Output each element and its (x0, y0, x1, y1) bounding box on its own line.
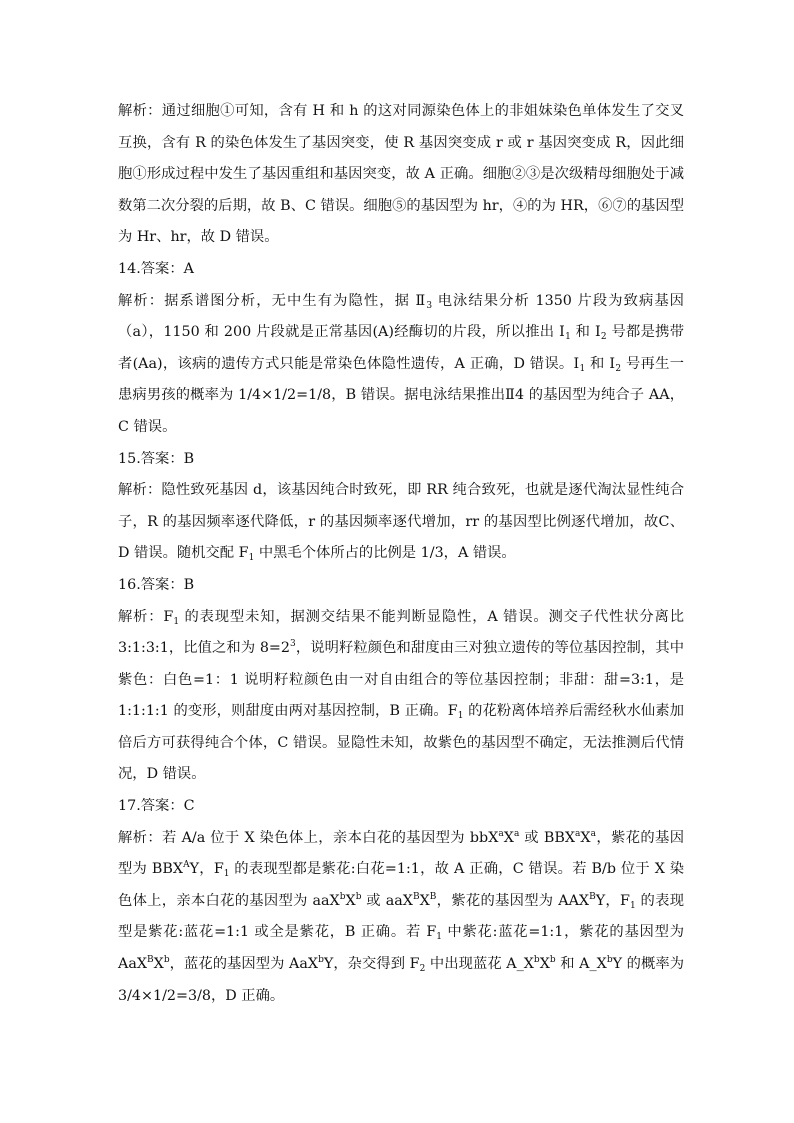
answer-line: 14.答案：A (118, 260, 194, 277)
question-block-14 (118, 254, 684, 444)
document-page (118, 96, 684, 1012)
analysis-block-13 (118, 96, 684, 254)
answer-line: 17.答案：C (118, 798, 195, 815)
analysis-text: 解析：通过细胞①可知，含有 H 和 h 的这对同源染色体上的非姐妹染色单体发生了交叉互换，含有 R 的染色体发生了基因突变，使 R 基因突变成 r 或 r 基因突变成 R，因此细胞①形成过程中发生了基因重组和基因突变，故 A 正确。细胞②③是次级精母细胞处于减数第二次分裂的后期，故 B、C 错误。细胞⑤的基因型为 hr，④的为 HR，⑥⑦的基因型为 Hr、hr，故 D 错误。 (118, 103, 684, 246)
question-block-16 (118, 570, 684, 791)
analysis-text: 解析：隐性致死基因 d，该基因纯合时致死，即 RR 纯合致死，也就是逐代淘汰显性纯合子，R 的基因频率逐代降低，r 的基因频率逐代增加，rr 的基因型比例逐代增加，故C、D 错误。随机交配 $F_1$ 中黑毛个体所占的比例是 1/3，A 错误。 (118, 482, 684, 564)
answer-line: 16.答案：B (118, 576, 195, 593)
analysis-text: 解析：$F_1$ 的表现型未知，据测交结果不能判断显隐性，A 错误。测交子代性状分离比 3:1:3:1，比值之和为 $8=2^3$，说明籽粒颜色和甜度由三对独立遗传的等位基因控制，其中紫色：白色=1：1 说明籽粒颜色由一对自由组合的等位基因控制；非甜：甜=3:1，是 1:1:1:1 的变形，则甜度由两对基因控制，B 正确。$F_1$ 的花粉离体培养后需经秋水仙素加倍后方可获得纯合个体，C 错误。显隐性未知，故紫色的基因型不确定，无法推测后代情况，D 错误。 (118, 608, 684, 783)
analysis-text: 解析：若 A/a 位于 X 染色体上，亲本白花的基因型为 $bbX^aX^a$ 或 $BBX^aX^a$，紫花的基因型为 $BBX^AY$，$F_1$ 的表现型都是紫花:白花=1:1，故 A 正确，C 错误。若 B/b 位于 X 染色体上，亲本白花的基因型为 $aaX^bX^b$ 或 $aaX^BX^B$，紫花的基因型为 $AAX^BY$，$F_1$ 的表现型是紫花:蓝花=1:1 或全是紫花，B 正确。若 $F_1$ 中紫花:蓝花=1:1，紫花的基因型为 $AaX^BX^b$，蓝花的基因型为 AaX$^b$Y，杂交得到 $F_2$ 中出现蓝花 $A\_X^bX^b$ 和 $A\_X^bY$ 的概率为 3/4×1/2=3/8，D 正确。 (118, 828, 685, 1004)
question-block-17 (118, 791, 684, 1012)
question-block-15 (118, 444, 684, 570)
answer-line: 15.答案：B (118, 450, 195, 467)
analysis-text: 解析：据系谱图分析，无中生有为隐性，据 $Ⅱ_3$ 电泳结果分析 1350 片段为致病基因（a），1150 和 200 片段就是正常基因(A)经酶切的片段，所以推出 $Ⅰ_1$ 和 $Ⅰ_2$ 号都是携带者(Aa)，该病的遗传方式只能是常染色体隐性遗传，A 正确，D 错误。$Ⅰ_1$ 和 $Ⅰ_2$ 号再生一患病男孩的概率为 1/4×1/2=1/8，B 错误。据电泳结果推出Ⅱ4 的基因型为纯合子 AA，C 错误。 (118, 292, 684, 435)
